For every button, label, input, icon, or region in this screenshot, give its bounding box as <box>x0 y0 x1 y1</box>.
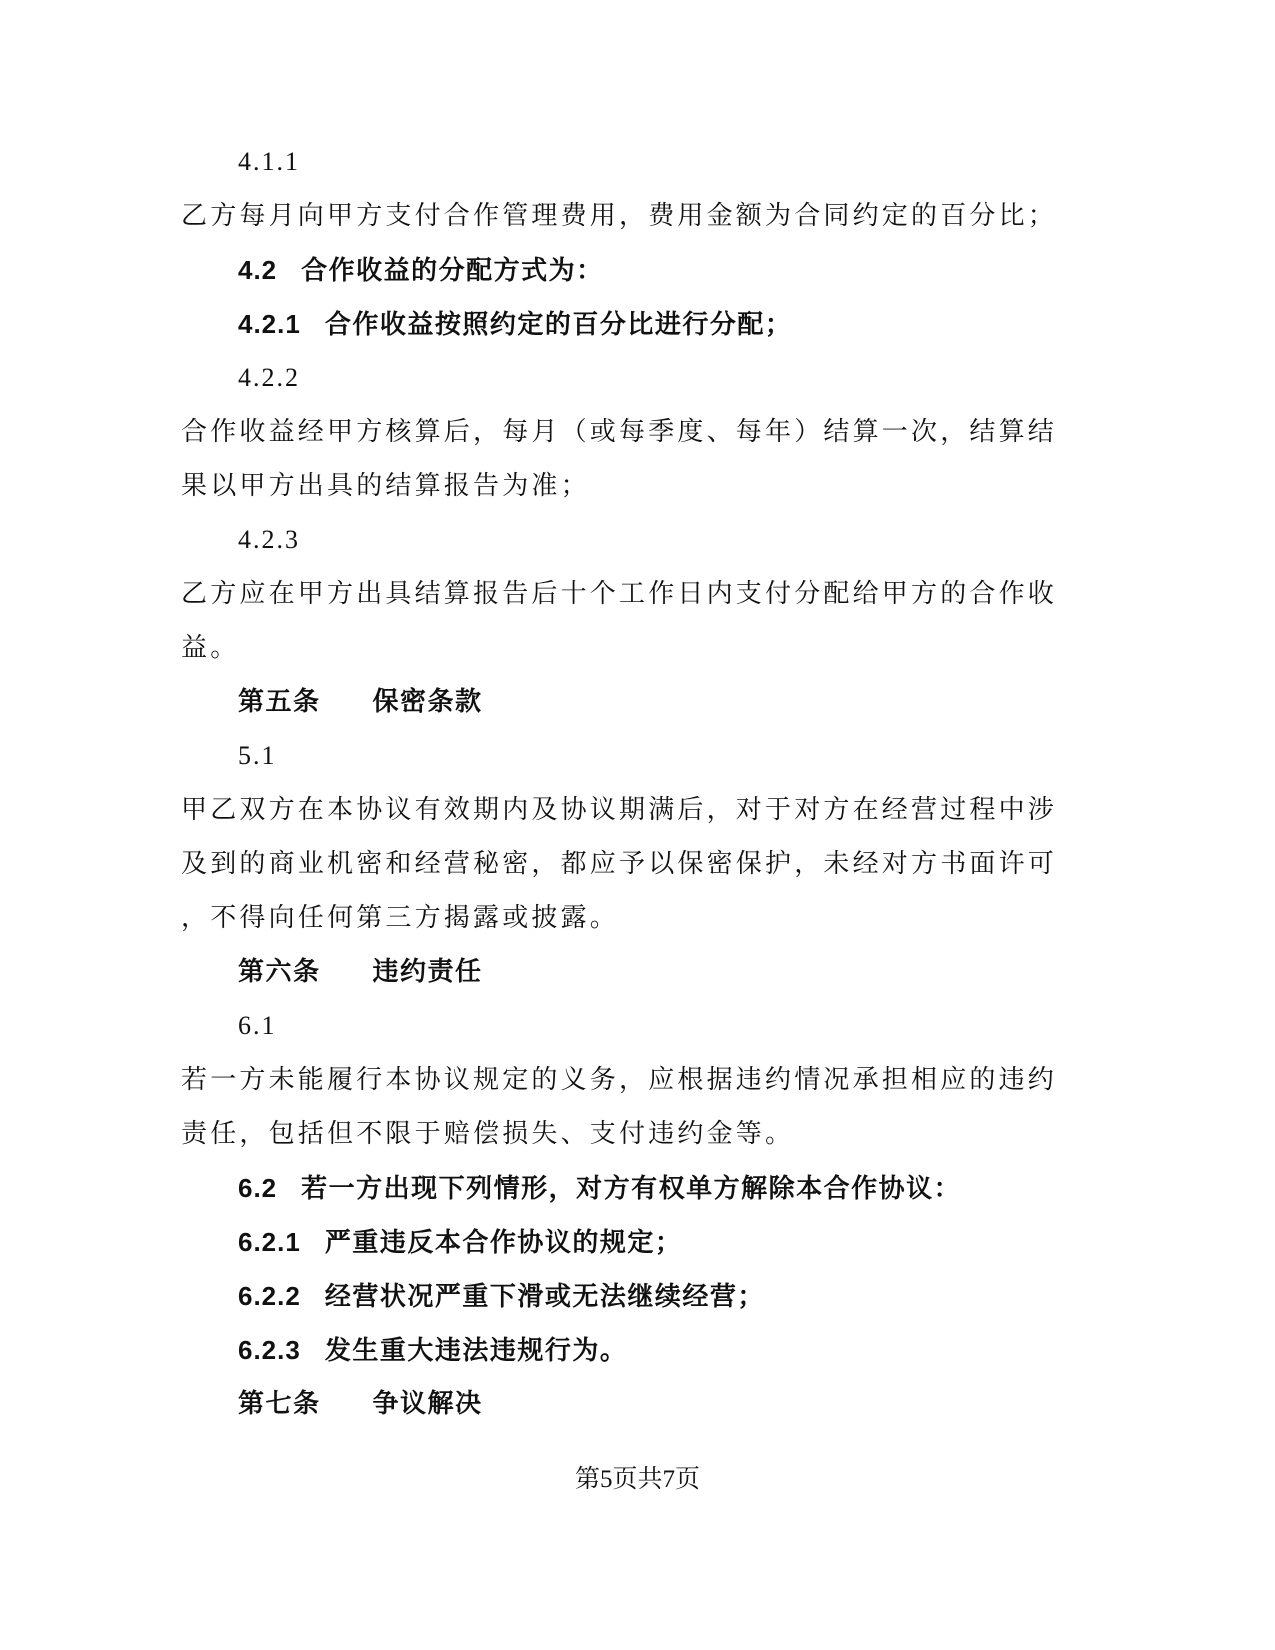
clause-number: 4.1.1 <box>238 147 300 176</box>
clause-number: 6.2.2 <box>238 1281 301 1311</box>
clause-text-4-2-2-line1: 合作收益经甲方核算后，每月（或每季度、每年）结算一次，结算结 <box>181 417 1058 447</box>
clause-6-2-3 <box>238 1334 1078 1367</box>
article-5-heading <box>238 686 1078 718</box>
clause-number: 6.2 <box>238 1173 278 1203</box>
article-7-heading <box>238 1388 1078 1420</box>
page-number-footer: 第5页共7页 <box>574 1466 700 1493</box>
clause-text-4-2-2-line2: 果以甲方出具的结算报告为准； <box>181 471 590 501</box>
clause-number: 4.2.3 <box>238 525 300 554</box>
clause-text-4-2-3-line1: 乙方应在甲方出具结算报告后十个工作日内支付分配给甲方的合作收 <box>181 579 1058 609</box>
article-number: 第六条 <box>238 957 321 987</box>
clause-text: 合作收益按照约定的百分比进行分配； <box>324 310 793 340</box>
clause-number: 5.1 <box>238 741 277 770</box>
clause-number: 4.2.1 <box>238 309 301 339</box>
clause-4-2-1 <box>238 308 1078 341</box>
clause-text: 严重违反本合作协议的规定； <box>324 1228 683 1258</box>
clause-text-4-2-3-line2: 益。 <box>181 633 240 663</box>
clause-text-4-1-1: 乙方每月向甲方支付合作管理费用，费用金额为合同约定的百分比； <box>181 201 1058 231</box>
clause-number-4-2-2 <box>238 362 1078 394</box>
clause-text-5-1-line1: 甲乙双方在本协议有效期内及协议期满后，对于对方在经营过程中涉 <box>181 795 1058 825</box>
article-number: 第五条 <box>238 687 321 717</box>
clause-number: 4.2.2 <box>238 363 300 392</box>
clause-number: 6.2.1 <box>238 1227 301 1257</box>
clause-text: 发生重大违法违规行为。 <box>324 1336 628 1366</box>
clause-text: 若一方出现下列情形，对方有权单方解除本合作协议： <box>301 1174 962 1204</box>
clause-text-5-1-line2: 及到的商业机密和经营秘密，都应予以保密保护，未经对方书面许可 <box>181 849 1058 879</box>
article-title: 违约责任 <box>372 957 483 987</box>
article-number: 第七条 <box>238 1389 321 1419</box>
clause-number-5-1 <box>238 740 1078 772</box>
clause-6-2-2 <box>238 1280 1078 1313</box>
clause-text-6-1-line1: 若一方未能履行本协议规定的义务，应根据违约情况承担相应的违约 <box>181 1065 1058 1095</box>
clause-6-2-1 <box>238 1226 1078 1259</box>
article-title: 争议解决 <box>372 1389 483 1419</box>
clause-text-5-1-line3: ，不得向任何第三方揭露或披露。 <box>181 903 620 933</box>
clause-number-6-1 <box>238 1010 1078 1042</box>
clause-text-6-1-line2: 责任，包括但不限于赔偿损失、支付违约金等。 <box>181 1119 795 1149</box>
clause-number: 6.2.3 <box>238 1335 301 1365</box>
clause-number: 6.1 <box>238 1011 277 1040</box>
clause-number-4-2-3 <box>238 524 1078 556</box>
clause-text: 经营状况严重下滑或无法继续经营； <box>324 1282 765 1312</box>
article-title: 保密条款 <box>372 687 483 717</box>
clause-number: 4.2 <box>238 255 278 285</box>
article-6-heading <box>238 956 1078 988</box>
clause-number-4-1-1 <box>238 146 1078 178</box>
clause-4-2 <box>238 254 1078 287</box>
clause-text: 合作收益的分配方式为： <box>301 256 604 286</box>
clause-6-2 <box>238 1172 1078 1205</box>
